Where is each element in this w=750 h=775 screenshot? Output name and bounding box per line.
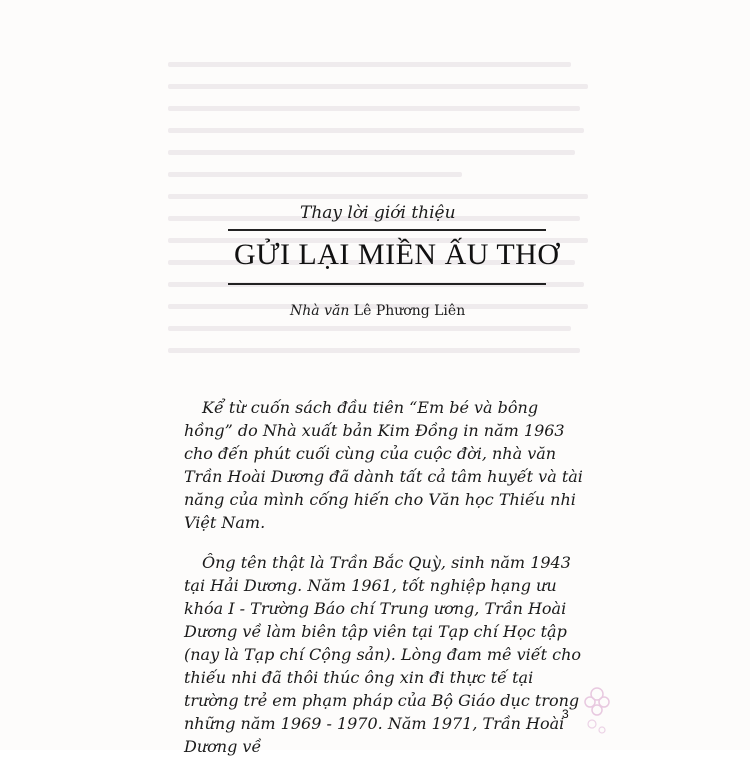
paragraph: Ông tên thật là Trần Bắc Quỳ, sinh năm 1943 tại Hải Dương. Năm 1961, tốt nghiệp hạng ưu khóa I - Trường Báo chí Trung ương, Trần Hoài Dương về làm biên tập viên tại Tạp chí Học tập (nay là Tạp chí Cộng sản). Lòng đam mê viết cho thiếu nhi đã thôi thúc ông xin đi thực tế tại trường trẻ em phạm pháp của Bộ Giáo dục trong những năm 1969 - 1970. Năm 1971, Trần Hoài Dương về (184, 553, 582, 756)
flower-mark-icon (580, 680, 614, 740)
author-line (290, 303, 465, 319)
author-prefix: Nhà văn (290, 303, 350, 319)
body-text (184, 396, 584, 775)
page-title: GỬI LẠI MIỀN ẤU THƠ (234, 238, 560, 271)
paragraph: Kể từ cuốn sách đầu tiên “Em bé và bông hồng” do Nhà xuất bản Kim Đồng in năm 1963 cho đến phút cuối cùng của cuộc đời, nhà văn Trần Hoài Dương đã dành tất cả tâm huyết và tài năng của mình cống hiến cho Văn học Thiếu nhi Việt Nam. (184, 398, 583, 532)
title-bottom-rule (228, 283, 546, 285)
author-name: Lê Phương Liên (353, 303, 466, 319)
title-top-rule (228, 229, 546, 231)
show-through-text (168, 62, 588, 392)
page-number: 3 (562, 707, 569, 721)
intro-label: Thay lời giới thiệu (300, 203, 456, 223)
